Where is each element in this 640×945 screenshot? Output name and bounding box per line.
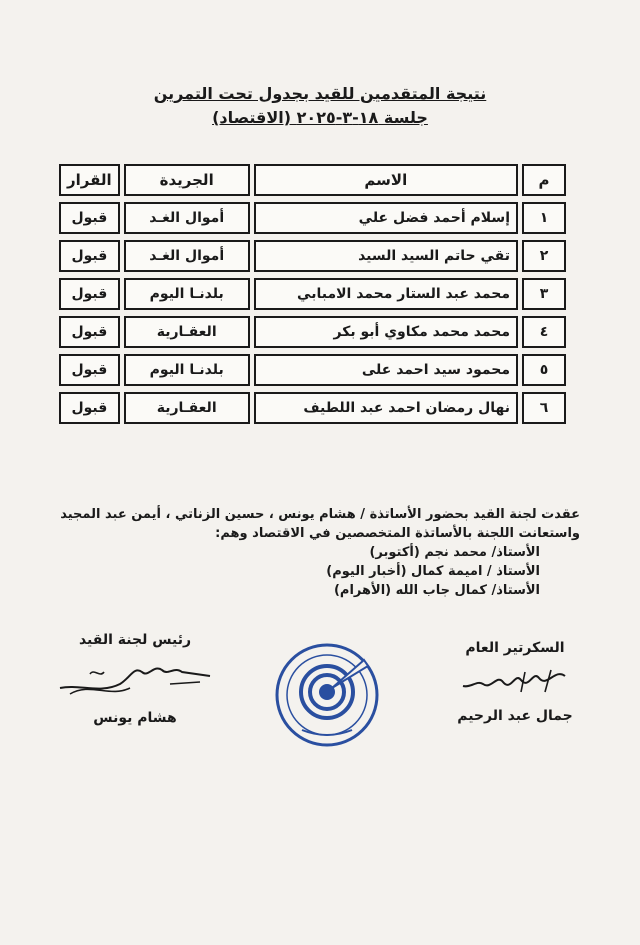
results-table [55,158,570,430]
row-num: ٤ [522,316,566,348]
table-row [59,354,566,386]
chair-title: رئيس لجنة القيد [78,632,192,648]
row-paper: بلدنـا اليوم [124,278,250,310]
row-paper: أموال الغـد [124,202,250,234]
row-num: ٦ [522,392,566,424]
table-row [59,202,566,234]
row-num: ٥ [522,354,566,386]
notes-line-2: واستعانت اللجنة بالأساتذة المتخصصين في الاقتصاد وهم: [215,526,580,541]
notes-line-1: عقدت لجنة القيد بحضور الأساتذة / هشام يونس ، حسين الزناتي ، أيمن عبد المجيد [60,507,580,522]
chair-signature-icon [50,654,220,704]
row-paper: العقـارية [124,392,250,424]
table-header-row [59,164,566,196]
row-name: محمد عبد الستار محمد الامبابي [254,278,518,310]
row-decision: قبول [59,278,120,310]
row-decision: قبول [59,240,120,272]
row-name: نهال رمضان احمد عبد اللطيف [254,392,518,424]
secretary-name: جمال عبد الرحيم [457,708,573,724]
row-name: إسلام أحمد فضل علي [254,202,518,234]
chair-name: هشام يونس [93,710,177,726]
header-decision: القرار [59,164,120,196]
row-decision: قبول [59,316,120,348]
table-row [59,240,566,272]
document-title: نتيجة المتقدمين للقيد بجدول تحت التمرين [153,84,487,103]
table-row [59,278,566,310]
row-num: ١ [522,202,566,234]
table-row [59,392,566,424]
committee-chair-signature-block [40,632,230,726]
session-line: جلسة ١٨-٣-٢٠٢٥ (الاقتصاد) [212,108,428,127]
syndicate-seal-icon [272,640,382,750]
secretary-signature-block [440,640,590,724]
committee-notes [40,505,580,600]
secretary-signature-icon [455,662,575,702]
row-paper: العقـارية [124,316,250,348]
row-paper: بلدنـا اليوم [124,354,250,386]
header-num: م [522,164,566,196]
expert-item: الأستاذ / اميمة كمال (أخبار اليوم) [326,564,540,579]
row-num: ٣ [522,278,566,310]
row-decision: قبول [59,354,120,386]
header-paper: الجريدة [124,164,250,196]
expert-item: الأستاذ/ محمد نجم (أكتوبر) [369,545,540,560]
header-name: الاسم [254,164,518,196]
row-num: ٢ [522,240,566,272]
row-decision: قبول [59,202,120,234]
row-decision: قبول [59,392,120,424]
row-paper: أموال الغـد [124,240,250,272]
row-name: محمود سيد احمد على [254,354,518,386]
table-row [59,316,566,348]
row-name: تقي حاتم السيد السيد [254,240,518,272]
expert-item: الأستاذ/ كمال جاب الله (الأهرام) [333,583,540,598]
row-name: محمد محمد مكاوي أبو بكر [254,316,518,348]
secretary-title: السكرتير العام [465,640,565,656]
